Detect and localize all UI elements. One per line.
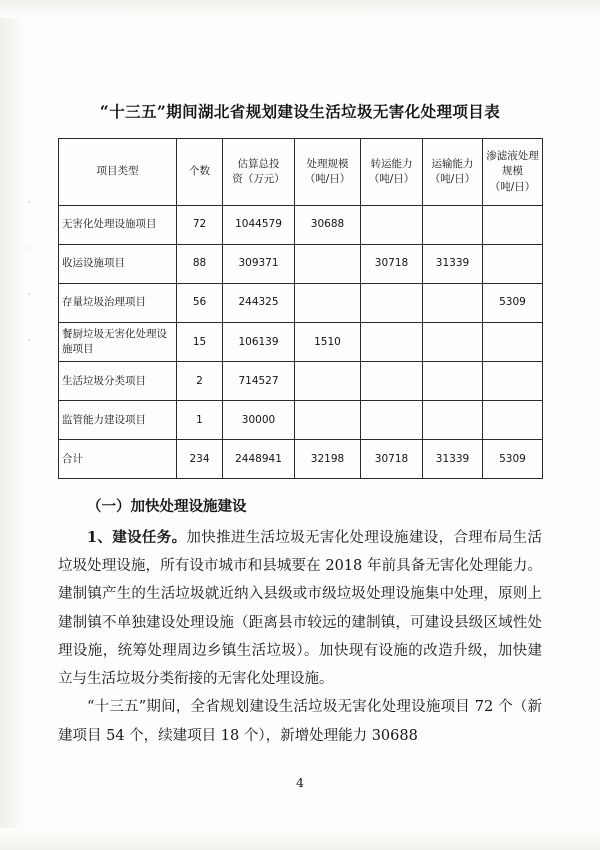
cell-transfer-capacity: 30718: [361, 245, 423, 284]
cell-leachate-scale: [483, 245, 543, 284]
cell-leachate-scale: 5309: [483, 440, 543, 479]
cell-transport-capacity: [423, 323, 483, 362]
cell-project-type: 餐厨垃圾无害化处理设施项目: [59, 323, 177, 362]
cell-investment: 714527: [223, 362, 295, 401]
cell-treatment-scale: 1510: [295, 323, 361, 362]
cell-count: 72: [177, 206, 223, 245]
cell-project-type: 合计: [59, 440, 177, 479]
cell-transport-capacity: 31339: [423, 440, 483, 479]
column-header-line: （吨/日）: [368, 173, 415, 185]
cell-project-type: 收运设施项目: [59, 245, 177, 284]
document-content: [58, 100, 542, 750]
column-header-line: （吨/日）: [489, 180, 536, 193]
cell-investment: 1044579: [223, 206, 295, 245]
cell-transport-capacity: [423, 206, 483, 245]
cell-transfer-capacity: [361, 362, 423, 401]
cell-leachate-scale: 5309: [483, 284, 543, 323]
cell-treatment-scale: [295, 284, 361, 323]
margin-artifacts: [28, 180, 44, 364]
scan-edge-top: [0, 0, 600, 18]
cell-investment: 244325: [223, 284, 295, 323]
page-title: “十三五”期间湖北省规划建设生活垃圾无害化处理项目表: [99, 102, 501, 121]
table-header-row: [59, 139, 543, 206]
cell-leachate-scale: [483, 323, 543, 362]
cell-project-type: 生活垃圾分类项目: [59, 362, 177, 401]
column-header-transfer-capacity: [361, 139, 423, 206]
scan-edge-bottom: [0, 828, 600, 850]
table-row-total: [59, 440, 543, 479]
table-row: [59, 362, 543, 401]
paragraph-construction-task: [58, 524, 542, 694]
cell-investment: 30000: [223, 401, 295, 440]
cell-transport-capacity: [423, 401, 483, 440]
cell-count: 88: [177, 245, 223, 284]
table-row: [59, 401, 543, 440]
cell-project-type: 监管能力建设项目: [59, 401, 177, 440]
cell-investment: 106139: [223, 323, 295, 362]
table-row: [59, 323, 543, 362]
cell-project-type: 存量垃圾治理项目: [59, 284, 177, 323]
cell-leachate-scale: [483, 401, 543, 440]
table-row: [59, 206, 543, 245]
cell-count: 2: [177, 362, 223, 401]
column-header-treatment-scale: [295, 139, 361, 206]
margin-mark: ·: [28, 244, 31, 253]
column-header-line: 个数: [189, 165, 210, 178]
body-text-block: [58, 493, 542, 749]
table-row: [59, 245, 543, 284]
margin-mark: ·: [28, 198, 31, 207]
cell-transport-capacity: [423, 284, 483, 323]
paragraph-lead-bold: 1、建设任务。: [87, 528, 187, 546]
cell-transfer-capacity: [361, 206, 423, 245]
cell-investment: 2448941: [223, 440, 295, 479]
column-header-line: 项目类型: [96, 165, 139, 178]
cell-treatment-scale: 32198: [295, 440, 361, 479]
cell-count: 15: [177, 323, 223, 362]
column-header-count: [177, 139, 223, 206]
page-number: 4: [296, 775, 304, 790]
cell-transfer-capacity: [361, 323, 423, 362]
cell-transfer-capacity: [361, 401, 423, 440]
paragraph-plan-period: “十三五”期间，全省规划建设生活垃圾无害化处理设施项目 72 个（新建项目 54 个，续建项目 18 个），新增处理能力 30688: [58, 699, 542, 744]
column-header-line: 渗滤液处理: [486, 150, 539, 163]
column-header-line: 规模: [502, 165, 523, 178]
cell-treatment-scale: [295, 245, 361, 284]
column-header-line: 转运能力: [370, 157, 413, 170]
cell-transport-capacity: 31339: [423, 245, 483, 284]
cell-count: 56: [177, 284, 223, 323]
column-header-line: （吨/日）: [304, 173, 351, 185]
cell-treatment-scale: [295, 362, 361, 401]
cell-transport-capacity: [423, 362, 483, 401]
section-heading: （一）加快处理设施建设: [87, 498, 247, 516]
margin-mark: ·: [28, 290, 31, 299]
column-header-investment: [223, 139, 295, 206]
paragraph-body: 加快推进生活垃圾无害化处理设施建设，合理布局生活垃圾处理设施，所有设市城市和县城要在 2018 年前具备无害化处理能力。建制镇产生的生活垃圾就近纳入县级或市级垃圾处理设施集中处理，原则上建制镇不单独建设处理设施（距离县市较远的建制镇，可建设县级区域性处理设施，统筹处理周边乡镇生活垃圾）。加快现有设施的改造升级，加快建立与生活垃圾分类衔接的无害化处理设施。: [58, 529, 542, 688]
table-body: [59, 206, 543, 479]
scan-edge-left: [0, 0, 26, 850]
cell-project-type: 无害化处理设施项目: [59, 206, 177, 245]
column-header-line: 估算总投: [237, 157, 280, 170]
cell-count: 1: [177, 401, 223, 440]
cell-transfer-capacity: [361, 284, 423, 323]
column-header-line: 资（万元）: [232, 173, 285, 185]
column-header-transport-capacity: [423, 139, 483, 206]
column-header-line: （吨/日）: [429, 173, 476, 185]
cell-treatment-scale: 30688: [295, 206, 361, 245]
cell-investment: 309371: [223, 245, 295, 284]
waste-treatment-projects-table: [58, 138, 543, 479]
cell-leachate-scale: [483, 362, 543, 401]
column-header-project-type: [59, 139, 177, 206]
column-header-line: 运输能力: [431, 157, 474, 170]
cell-leachate-scale: [483, 206, 543, 245]
table-row: [59, 284, 543, 323]
margin-mark: ·: [28, 336, 31, 345]
cell-treatment-scale: [295, 401, 361, 440]
cell-count: 234: [177, 440, 223, 479]
column-header-line: 处理规模: [306, 157, 349, 170]
column-header-leachate-scale: [483, 139, 543, 206]
cell-transfer-capacity: 30718: [361, 440, 423, 479]
